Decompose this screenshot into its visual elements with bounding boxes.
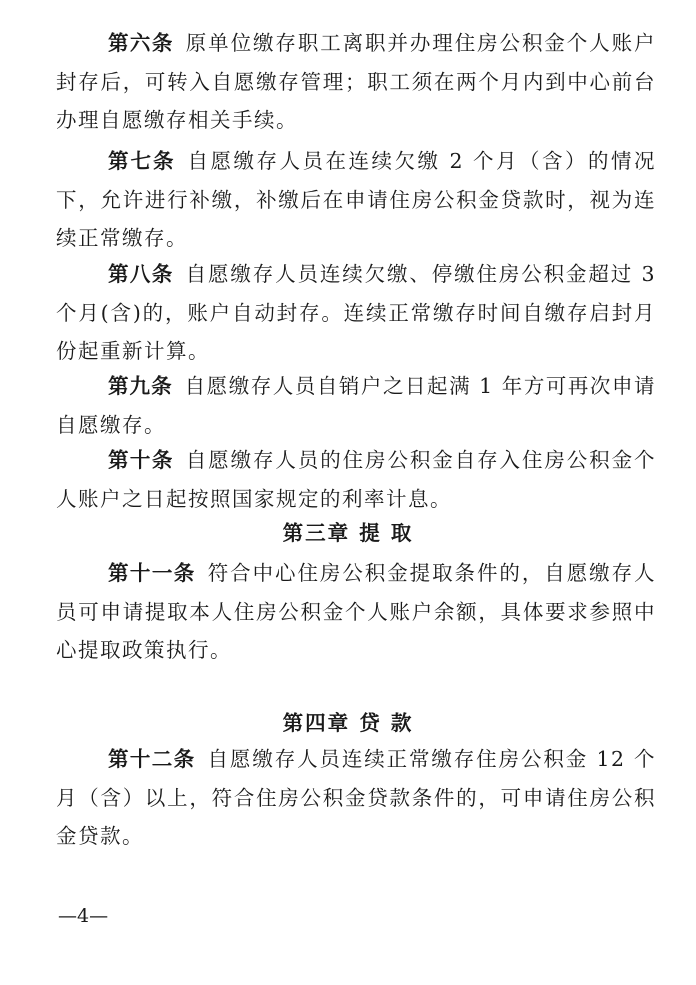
article-11	[56, 554, 656, 670]
article-text: 自愿缴存人员的住房公积金自存入住房公积金个人账户之日起按照国家规定的利率计息。	[56, 448, 657, 511]
chapter-4-heading: 第四章 贷 款	[282, 711, 414, 735]
article-7	[56, 142, 656, 258]
article-text: 符合中心住房公积金提取条件的，自愿缴存人员可申请提取本人住房公积金个人账户余额，具体要求参照中心提取政策执行。	[56, 561, 657, 662]
article-9	[56, 367, 656, 444]
chapter-3-heading: 第三章 提 取	[282, 521, 414, 545]
article-10	[56, 441, 656, 518]
article-text: 自愿缴存人员在连续欠缴 2 个月（含）的情况下，允许进行补缴，补缴后在申请住房公积金贷款时，视为连续正常缴存。	[56, 149, 657, 250]
article-label: 第七条	[108, 149, 176, 173]
article-label: 第十条	[108, 448, 174, 472]
article-text: 自愿缴存人员连续正常缴存住房公积金 12 个月（含）以上，符合住房公积金贷款条件的，可申请住房公积金贷款。	[56, 747, 656, 848]
page-number: —4—	[58, 905, 109, 927]
article-label: 第八条	[108, 262, 174, 286]
article-label: 第十二条	[108, 747, 196, 771]
article-label: 第九条	[108, 374, 173, 398]
article-12	[56, 740, 656, 856]
article-label: 第十一条	[108, 561, 196, 585]
article-text: 原单位缴存职工离职并办理住房公积金个人账户封存后，可转入自愿缴存管理；职工须在两个月内到中心前台办理自愿缴存相关手续。	[56, 31, 657, 132]
article-label: 第六条	[108, 31, 174, 55]
article-6	[56, 24, 656, 140]
article-text: 自愿缴存人员自销户之日起满 1 年方可再次申请自愿缴存。	[56, 374, 657, 437]
article-text: 自愿缴存人员连续欠缴、停缴住房公积金超过 3 个月(含)的，账户自动封存。连续正常缴存时间自缴存启封月份起重新计算。	[56, 262, 657, 363]
article-8	[56, 255, 656, 371]
